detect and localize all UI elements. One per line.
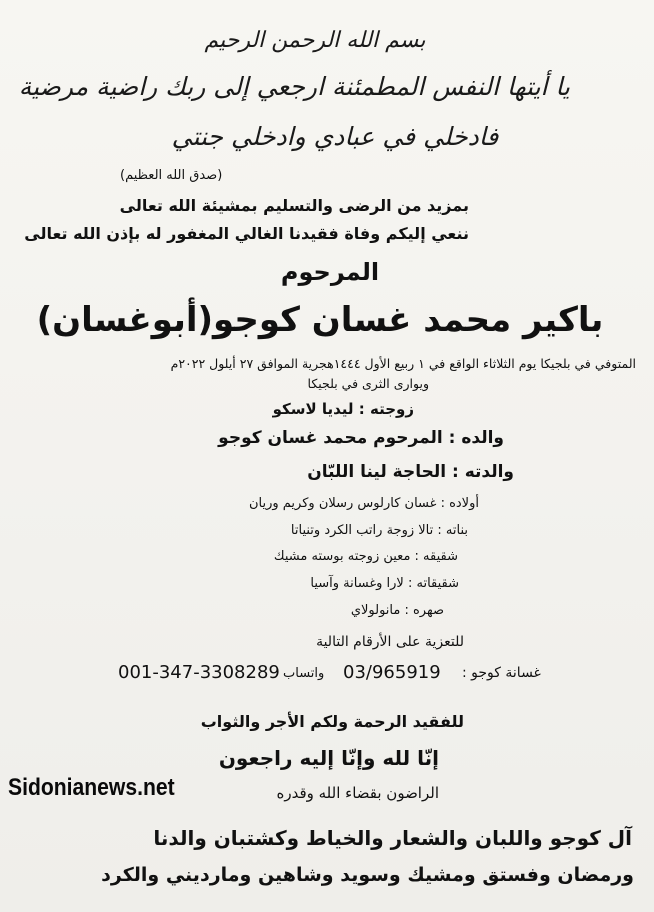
intro-line-1: بمزيد من الرضى والتسليم بمشيئة الله تعالى — [119, 196, 469, 215]
condolence-heading: للتعزية على الأرقام التالية — [316, 634, 464, 650]
intro-line-2: ننعي إليكم وفاة فقيدنا الغالي المغفور له بإذن الله تعالى — [24, 224, 469, 243]
deceased-name: باكير محمد غسان كوجو(أبوغسان) — [36, 300, 604, 340]
phone-number-2: 001-347-3308289 — [118, 662, 280, 683]
death-details-line-2: ويوارى الثرى في بلجيكا — [307, 376, 429, 391]
closing-line-3: الراضون بقضاء الله وقدره — [276, 784, 439, 802]
death-details-line-1: المتوفي في بلجيكا يوم الثلاثاء الواقع في ١ ربيع الأول ١٤٤٤هجرية الموافق ٢٧ أيلول ٢٠٢٢م — [170, 356, 636, 371]
sisters-line: شقيقاته : لارا وغسانة وآسيا — [310, 576, 459, 591]
deceased-title: المرحوم — [280, 258, 380, 286]
quran-verse-line-1: يا أيتها النفس المطمئنة ارجعي إلى ربك راضية مرضية — [18, 72, 570, 101]
sadaqa-label: (صدق الله العظيم) — [120, 168, 223, 183]
watermark: Sidonianews.net — [8, 774, 175, 801]
families-line-1: آل كوجو واللبان والشعار والخياط وكشتبان والدنا — [153, 826, 632, 850]
brother-line: شقيقه : معين زوجته بوسته مشيك — [273, 549, 458, 564]
basmala: بسم الله الرحمن الرحيم — [204, 28, 426, 53]
quran-verse-line-2: فادخلي في عبادي وادخلي جنتي — [171, 122, 499, 151]
mother-line: والدته : الحاجة لينا اللبّان — [307, 462, 514, 482]
in-law-line: صهره : مانولولاي — [350, 603, 444, 618]
daughters-line: بناته : تالا زوجة راتب الكرد وتنياتا — [290, 523, 468, 538]
contact-name: غسانة كوجو : — [462, 665, 541, 681]
closing-line-1: للفقيد الرحمة ولكم الأجر والثواب — [200, 712, 464, 731]
phone-number-1: 03/965919 — [343, 662, 441, 683]
whatsapp-label: واتساب — [283, 666, 325, 681]
closing-line-2: إنّا لله وإنّا إليه راجعون — [218, 746, 439, 770]
children-line: أولاده : غسان كارلوس رسلان وكريم وريان — [248, 496, 479, 511]
wife-line: زوجته : ليديا لاسكو — [272, 400, 414, 418]
father-line: والده : المرحوم محمد غسان كوجو — [218, 428, 504, 448]
families-line-2: ورمضان وفستق ومشيك وسويد وشاهين ومارديني والكرد — [101, 864, 634, 886]
